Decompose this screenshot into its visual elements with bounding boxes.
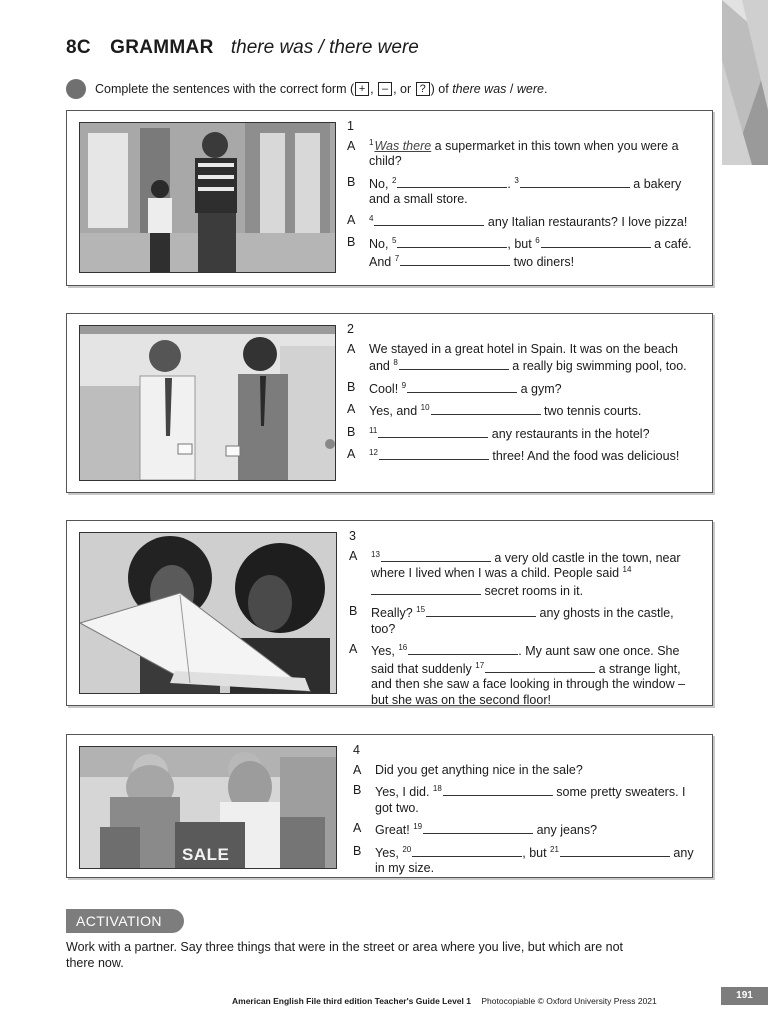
dialogue-line: A $^{13}$ a very old castle in the town, near where I lived when I was a child. People said $^{14}$ secret rooms in it. [349, 548, 681, 598]
exercise-number: 2 [347, 322, 354, 336]
answer-blank-2[interactable] [397, 175, 507, 188]
exercise-number: 3 [349, 529, 356, 543]
mother-and-daughter-shopping-photo [79, 122, 336, 273]
two-businessmen-talking-photo [79, 325, 336, 481]
answer-blank-13[interactable] [381, 549, 491, 562]
answer-blank-19[interactable] [423, 821, 533, 834]
speaker-label: A [349, 642, 358, 656]
dialogue-line: B Yes, I did. $^{18}$ some pretty sweaters. I got two. [353, 783, 686, 815]
answer-blank-6[interactable] [541, 235, 651, 248]
dialogue-line: B $^{11}$ any restaurants in the hotel? [347, 424, 650, 441]
copyright-notice: Photocopiable © Oxford University Press 2021 [481, 996, 657, 1006]
answer-blank-4[interactable] [374, 213, 484, 226]
dialogue-line: A Did you get anything nice in the sale? [353, 762, 583, 777]
two-women-reading-book-photo [79, 532, 337, 694]
speaker-label: A [347, 138, 356, 153]
topic-label: there was / there were [230, 37, 419, 58]
exercise-panel-3 [66, 520, 713, 706]
exercise-panel-1 [66, 110, 713, 286]
speaker-label: B [347, 235, 356, 249]
speaker-label: A [353, 762, 362, 777]
minus-box-icon: – [378, 82, 392, 96]
exercise-panel-4 [66, 734, 713, 878]
answer-blank-3[interactable] [520, 175, 630, 188]
page-title [66, 37, 419, 59]
sale-bag-label: SALE [182, 845, 230, 864]
answer-blank-16[interactable] [408, 642, 518, 655]
exercise-3-text [349, 529, 701, 713]
dialogue-line: B Cool! $^9$ a gym? [347, 379, 562, 396]
answer-blank-11[interactable] [378, 425, 488, 438]
speaker-label: A [347, 212, 356, 227]
exercise-panel-2 [66, 313, 713, 493]
speaker-label: B [347, 424, 356, 439]
speaker-label: A [353, 821, 362, 835]
exercise-1-text [347, 119, 702, 275]
speaker-label: A [347, 447, 356, 461]
dialogue-line: A We stayed in a great hotel in Spain. It was on the beach and $^8$ a really big swimming pool, too. [347, 341, 687, 373]
exercise-2-text [347, 322, 702, 470]
dialogue-line: B Yes, $^{20}$ , but $^{21}$ any in my size. [353, 843, 694, 875]
answer-blank-15[interactable] [426, 604, 536, 617]
corner-decoration [722, 0, 768, 165]
dialogue-line: A $^{12}$ three! And the food was delicious! [347, 447, 680, 463]
book-title: American English File third edition Teacher's Guide Level 1 [232, 996, 471, 1006]
speaker-label: A [349, 548, 358, 563]
answer-blank-7[interactable] [400, 253, 510, 266]
speaker-label: B [347, 379, 356, 394]
dialogue-line: A $^4$ any Italian restaurants? I love pizza! [347, 212, 688, 229]
example-answer: Was there [374, 138, 432, 153]
answer-blank-9[interactable] [407, 380, 517, 393]
dialogue-line: A Yes, and $^{10}$ two tennis courts. [347, 402, 642, 418]
speaker-label: B [349, 604, 358, 618]
dialogue-line: A $^1$Was there a supermarket in this town when you were a child? [347, 137, 679, 168]
activation-text: Work with a partner. Say three things that were in the street or area where you live, but which are not there now. [66, 940, 624, 970]
answer-blank-21[interactable] [560, 844, 670, 857]
page-footer [232, 996, 657, 1006]
exercise-4-text [353, 743, 701, 882]
answer-blank-17[interactable] [485, 660, 595, 673]
exercise-number: 1 [347, 119, 354, 133]
answer-blank-10[interactable] [431, 402, 541, 415]
plus-box-icon: + [355, 82, 369, 96]
answer-blank-12[interactable] [379, 447, 489, 460]
dialogue-line: A Yes, $^{16}$ . My aunt saw one once. She said that suddenly $^{17}$ a strange light, and then she saw a face looking in through the window – but she was on the second floor! [349, 642, 686, 707]
speaker-label: B [353, 783, 362, 797]
speaker-label: B [347, 174, 356, 189]
unit-label: 8C [66, 37, 91, 58]
instructions [66, 79, 547, 99]
dialogue-line: B Really? $^{15}$ any ghosts in the castle, too? [349, 604, 674, 636]
answer-blank-20[interactable] [412, 844, 522, 857]
dialogue-line: B No, $^2$ . $^3$ a bakery and a small store. [347, 174, 682, 206]
speaker-label: B [353, 843, 362, 858]
speaker-label: A [347, 341, 356, 356]
section-heading: GRAMMAR [110, 37, 214, 58]
speaker-label: A [347, 402, 356, 416]
bullet-icon [66, 79, 86, 99]
two-women-shopping-sale-photo [79, 746, 337, 869]
answer-blank-18[interactable] [443, 783, 553, 796]
dialogue-line: A Great! $^{19}$ any jeans? [353, 821, 598, 837]
exercise-number: 4 [353, 743, 360, 757]
instruction-text: Complete the sentences with the correct form ( + , – , or ? ) of there was / were. [95, 81, 548, 96]
activation-label: ACTIVATION [66, 909, 184, 933]
answer-blank-5[interactable] [397, 235, 507, 248]
answer-blank-8[interactable] [399, 357, 509, 370]
dialogue-line: B No, $^5$ , but $^6$ a café. And $^7$ two diners! [347, 235, 692, 269]
question-box-icon: ? [416, 82, 430, 96]
page-number: 191 [721, 987, 768, 1005]
answer-blank-14[interactable] [371, 582, 481, 595]
